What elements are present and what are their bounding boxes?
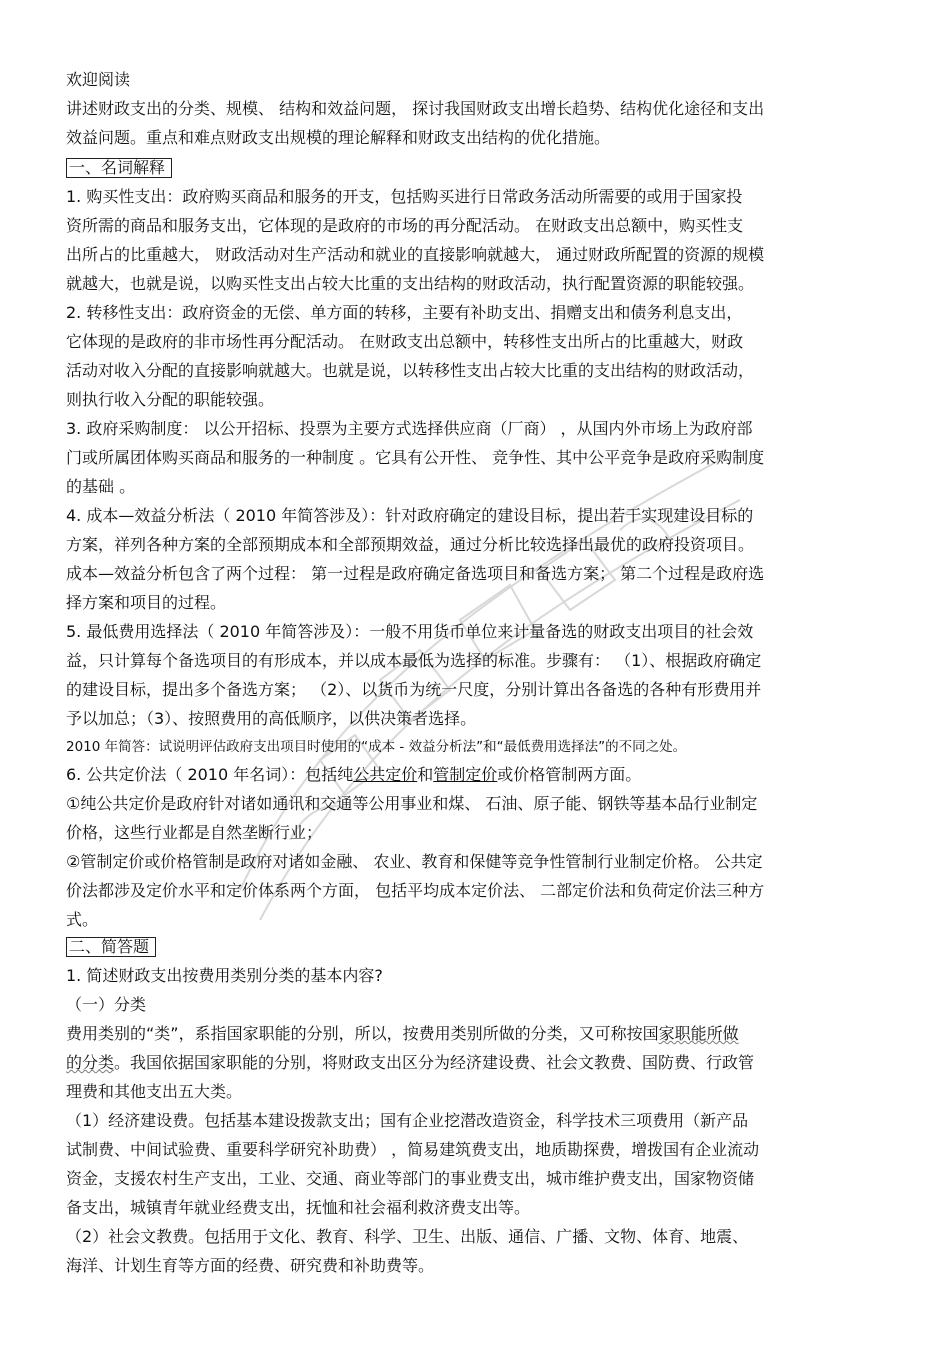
doc-line-37: （1）经济建设费。包括基本建设拨款支出；国有企业挖潜改造资金，科学技术三项费用（新产品 [66,1111,749,1130]
doc-line-39: 资金，支援农村生产支出，工业、交通、商业等部门的事业费支出，城市维护费支出，国家物资储 [66,1169,755,1188]
doc-line-17: 方案，祥列各种方案的全部预期成本和全部预期效益，通过分析比较选择出最优的政府投资项目。 [66,535,755,554]
doc-line-21: 益，只计算每个备选项目的有形成本，并以成本最低为选择的标准。步骤有： （1）、根据政府确定 [66,651,762,670]
doc-line-35 [66,1053,896,1073]
doc-line-41: （2）社会文教费。包括用于文化、教育、科学、卫生、出版、通信、广播、文物、体育、地震、 [66,1227,749,1246]
doc-line-18: 成本—效益分析包含了两个过程： 第一过程是政府确定备选项目和备选方案； 第二个过程是政府选 [66,564,765,583]
doc-line-23: 予以加总；（3）、按照费用的高低顺序，以供决策者选择。 [66,709,477,728]
doc-line-34-a: 费用类别的“类”，系指国家职能的分别，所以，按费用类别所做的分类，又可称按国 [66,1024,659,1043]
doc-line-25-c: 和 [417,765,434,784]
doc-line-25-a: 6. 公共定价法（ 2010 年名词）：包括纯 [66,765,354,784]
section-heading-terms [66,158,896,178]
section-heading-terms-label: 一、名词解释 [66,158,172,178]
doc-line-16: 4. 成本—效益分析法（ 2010 年简答涉及）：针对政府确定的建设目标，提出若干实现建设目标的 [66,506,754,525]
doc-line-1: 欢迎阅读 [66,70,131,89]
doc-line-2: 讲述财政支出的分类、规模、 结构和效益问题， 探讨我国财政支出增长趋势、结构优化途径和支出 [66,99,765,118]
doc-line-25-e: 或价格管制两方面。 [497,765,642,784]
section-heading-short-answer-label: 二、简答题 [66,937,156,957]
doc-line-10: 它体现的是政府的非市场性再分配活动。 在财政支出总额中，转移性支出所占的比重越大，财政 [66,332,744,351]
doc-line-9: 2. 转移性支出：政府资金的无偿、单方面的转移，主要有补助支出、捐赠支出和债务利息支出， [66,303,743,322]
pure-public-pricing: 公共定价 [353,765,418,784]
doc-line-40: 备支出，城镇青年就业经费支出，抚恤和社会福利救济费支出等。 [66,1198,531,1217]
doc-line-24: 2010 年简答：试说明评估政府支出项目时使用的“成本 - 效益分析法”和“最低费用选择法”的不同之处。 [66,739,687,755]
doc-line-6: 资所需的商品和服务支出，它体现的是政府的市场的再分配活动。 在财政支出总额中，购买性支 [66,216,744,235]
doc-line-36: 理费和其他支出五大类。 [66,1082,243,1101]
doc-line-11: 活动对收入分配的直接影响就越大。也就是说，以转移性支出占较大比重的支出结构的财政活动， [66,361,755,380]
section-heading-short-answer [66,937,896,957]
doc-line-3: 效益问题。重点和难点财政支出规模的理论解释和财政支出结构的优化措施。 [66,128,611,147]
doc-line-42: 海洋、计划生育等方面的经费、研究费和补助费等。 [66,1256,435,1275]
doc-line-14: 门或所属团体购买商品和服务的一种制度 。它具有公开性、 竞争性、其中公平竞争是政府采购制度 [66,448,765,467]
doc-line-22: 的建设目标，提出多个备选方案； （2）、以货币为统一尺度，分别计算出各备选的各种有形费用并 [66,680,762,699]
doc-line-38: 试制费、中间试验费、重要科学研究补助费） ，简易建筑费支出，地质勘探费，增拨国有企业流动 [66,1140,760,1159]
doc-line-19: 择方案和项目的过程。 [66,593,227,612]
doc-line-35-a: 的分类 [66,1053,115,1072]
doc-line-5: 1. 购买性支出：政府购买商品和服务的开支，包括购买进行日常政务活动所需要的或用于国家投 [66,187,743,206]
doc-line-32: 1. 简述财政支出按费用类别分类的基本内容? [66,966,383,985]
doc-line-30: 式。 [66,910,99,929]
doc-line-34 [66,1024,896,1044]
doc-line-12: 则执行收入分配的职能较强。 [66,390,275,409]
doc-line-34-b: 家职能所做 [658,1024,739,1043]
doc-line-27: 价格，这些行业都是自然垄断行业； [66,823,323,842]
doc-line-20: 5. 最低费用选择法（ 2010 年简答涉及）：一般不用货币单位来计量备选的财政支出项目的社会效 [66,622,754,641]
doc-line-25 [66,765,896,785]
doc-line-7: 出所占的比重越大， 财政活动对生产活动和就业的直接影响就越大， 通过财政所配置的资源的规模 [66,245,765,264]
doc-line-29: 价法都涉及定价水平和定价体系两个方面， 包括平均成本定价法、 二部定价法和负荷定价法三种方 [66,881,765,900]
doc-line-28: ②管制定价或价格管制是政府对诸如金融、 农业、教育和保健等竞争性管制行业制定价格。 公共定 [66,852,763,871]
doc-line-33: （一）分类 [66,995,147,1014]
doc-line-15: 的基础 。 [66,477,136,496]
regulated-pricing: 管制定价 [433,765,498,784]
doc-line-35-b: 。我国依据国家职能的分别，将财政支出区分为经济建设费、社会文教费、国防费、行政管 [114,1053,755,1072]
doc-line-13: 3. 政府采购制度： 以公开招标、投票为主要方式选择供应商（厂商） ，从国内外市场上为政府部 [66,419,753,438]
doc-line-8: 就越大，也就是说，以购买性支出占较大比重的支出结构的财政活动，执行配置资源的职能较强。 [66,274,755,293]
doc-line-26: ①纯公共定价是政府针对诸如通讯和交通等公用事业和煤、 石油、原子能、钢铁等基本品行业制定 [66,794,758,813]
